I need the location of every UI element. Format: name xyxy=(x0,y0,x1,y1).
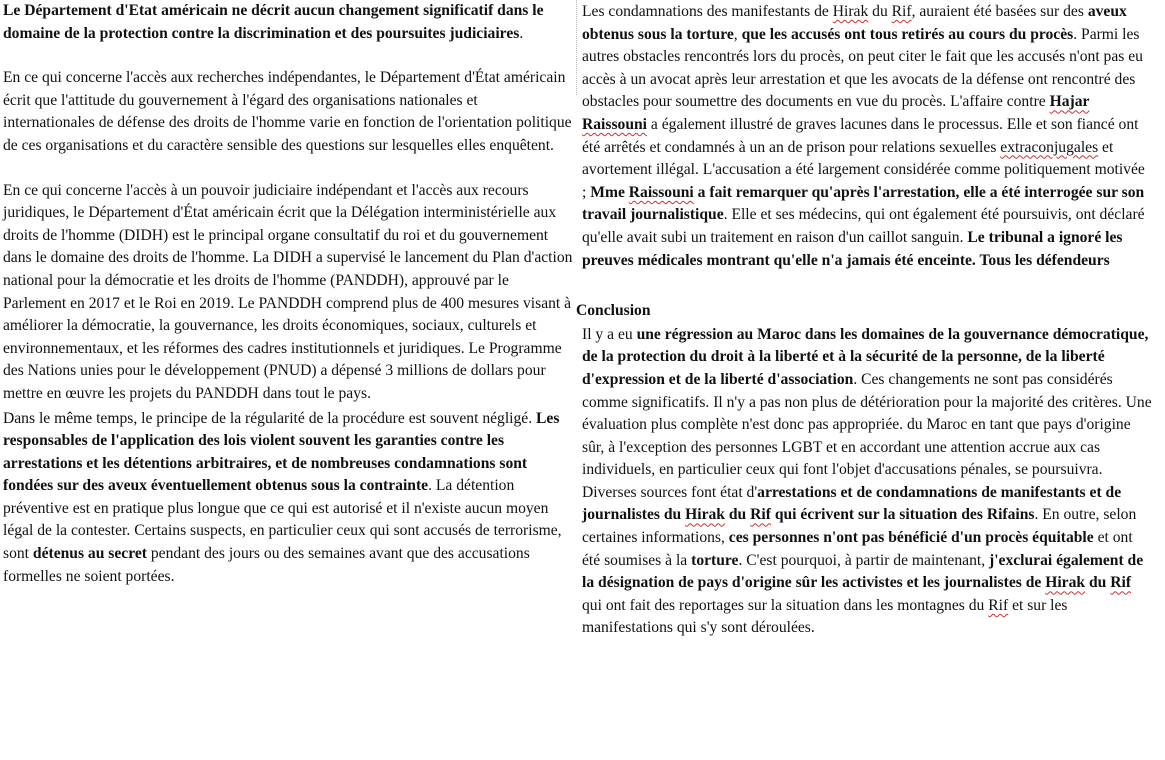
paragraph-due-process: Dans le même temps, le principe de la régularité de la procédure est souvent négligé. Les responsables de l'application des lois violent souvent les garanties contre les arrestations et les détentions arbitraires, et de nombreuses condamnations sont fondées sur des aveux éventuellement obtenus sous la contrainte. La détention préventive est en pratique plus longue que ce qui est autorisé et il n'existe aucun moyen légal de la contester. Certains suspects, en particulier ceux qui sont accusés de terrorisme, sont détenus au secret pendant des jours ou des semaines avant que des accusations formelles ne soient portées. xyxy=(3,409,562,585)
paragraph-conclusion: Il y a eu une régression au Maroc dans les domaines de la gouvernance démocratique, de la protection du droit à la liberté et à la sécurité de la personne, de la liberté d'expression et de la liberté d'association. Ces changements ne sont pas considérés comme significatifs. Il n'y a pas non plus de détérioration pour la majorité des critères. Une évaluation plus complète n'est donc pas appropriée. du Maroc en tant que pays d'origine sûr, à l'exception des personnes LGBT et en accordant une attention accrue aux cas individuels, en particulier ceux qui font l'objet d'accusations pénales, se poursuivra. Diverses sources font état d'arrestations et de condamnations de manifestants et de journalistes du Hirak du Rif qui écrivent sur la situation des Rifains. En outre, selon certaines informations, ces personnes n'ont pas bénéficié d'un procès équitable et ont été soumises à la torture. C'est pourquoi, à partir de maintenant, j'exclurai également de la désignation de pays d'origine sûr les activistes et les journalistes de Hirak du Rif qui ont fait des reportages sur la situation dans les montagnes du Rif et sur les manifestations qui s'y sont déroulées. xyxy=(582,325,1152,637)
bold-text: Le Département d'Etat américain ne décrit aucun changement significatif dans le domaine de la protection contre la discrimination et des poursuites judiciaires xyxy=(3,2,544,42)
paragraph-independent-research: En ce qui concerne l'accès aux recherches indépendantes, le Département d'État américain écrit que l'attitude du gouvernement à l'égard des organisations nationales et internationales de défense des droits de l'homme varie en fonction de l'orientation politique de ces organisations et du caractère sensible des questions sur lesquelles elles enquêtent. xyxy=(3,69,572,154)
column-divider xyxy=(576,0,577,95)
conclusion-heading: Conclusion xyxy=(576,302,651,320)
left-column xyxy=(3,0,573,588)
right-column xyxy=(576,0,1152,640)
paragraph-judiciary: En ce qui concerne l'accès à un pouvoir judiciaire indépendant et l'accès aux recours juridiques, le Département d'État américain écrit que la Délégation interministérielle aux droits de l'homme (DIDH) est le principal organe consultatif du roi et du gouvernement dans le domaine des droits de l'homme. La DIDH a supervisé le lancement du Plan d'action national pour la démocratie et les droits de l'homme (PANDDH), approuvé par le Parlement en 2017 et le Roi en 2019. Le PANDDH comprend plus de 400 mesures visant à améliorer la démocratie, la gouvernance, les droits économiques, sociaux, culturels et environnementaux, et les réformes des cadres institutionnels et juridiques. Le Programme des Nations unies pour le développement (PNUD) a dépensé 3 millions de dollars pour mettre en œuvre les projets du PANDDH dans tout le pays. xyxy=(3,181,573,402)
paragraph-discrimination: Le Département d'Etat américain ne décrit aucun changement significatif dans le domaine de la protection contre la discrimination et des poursuites judiciaires. xyxy=(3,2,544,42)
paragraph-hirak-trials: Les condamnations des manifestants de Hirak du Rif, auraient été basées sur des aveux obtenus sous la torture, que les accusés ont tous retirés au cours du procès. Parmi les autres obstacles rencontrés lors du procès, on peut citer le fait que les accusés n'ont pas eu accès à un avocat après leur arrestation et que les avocats de la défense ont rencontré des obstacles pour soumettre des documents en vue du procès. L'affaire contre Hajar Raissouni a également illustré de graves lacunes dans le processus. Elle et son fiancé ont été arrêtés et condamnés à un an de prison pour relations sexuelles extraconjugales et avortement illégal. L'accusation a été largement considérée comme politiquement motivée ; Mme Raissouni a fait remarquer qu'après l'arrestation, elle a été interrogée sur son travail journalistique. Elle et ses médecins, qui ont également été poursuivis, ont déclaré qu'elle avait subi un traitement en raison d'un caillot sanguin. Le tribunal a ignoré les preuves médicales montrant qu'elle n'a jamais été enceinte. Tous les défendeurs xyxy=(582,3,1145,269)
